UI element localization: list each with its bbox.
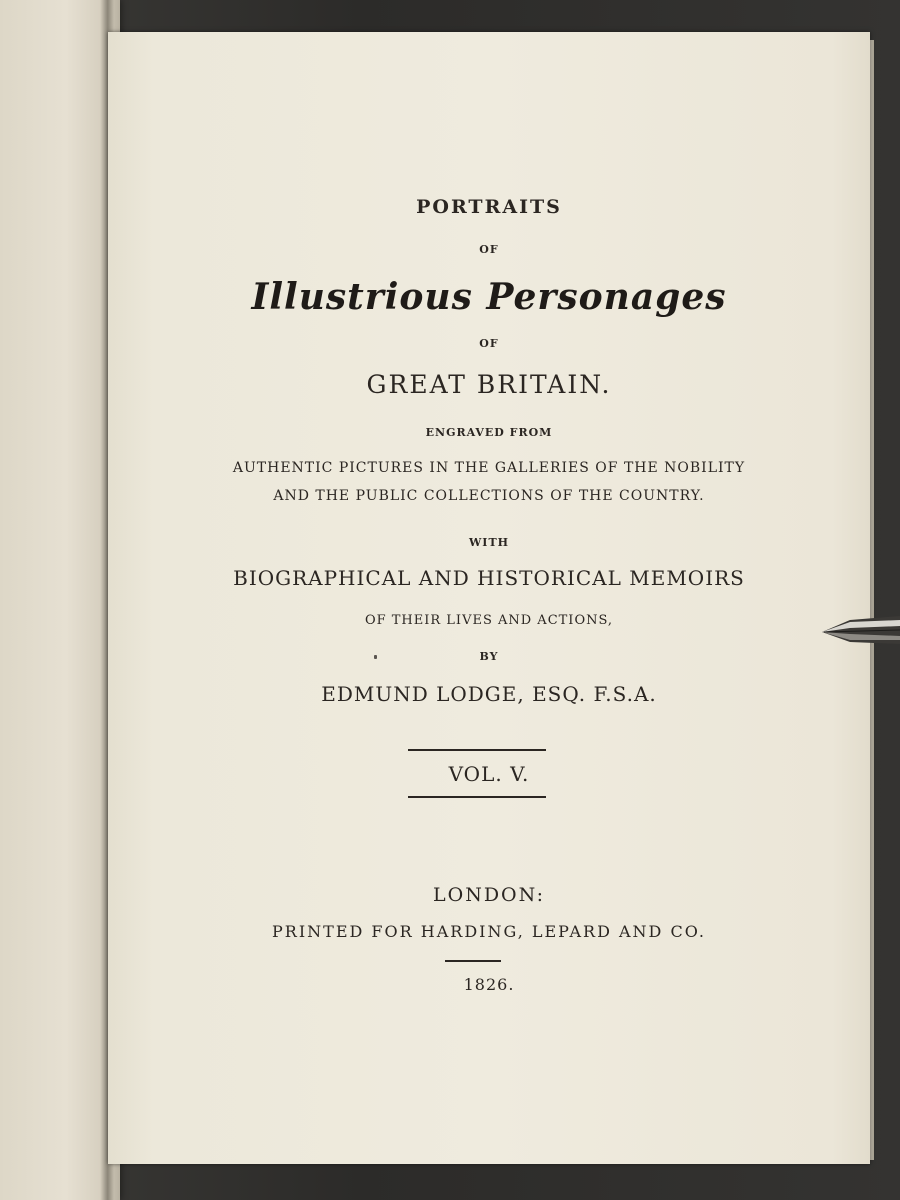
imprint-publisher: PRINTED FOR HARDING, LEPARD AND CO. bbox=[272, 922, 706, 941]
with-line: WITH bbox=[468, 536, 510, 549]
by-line: BY bbox=[479, 650, 499, 663]
title-illustrious-personages: Illustrious Personages bbox=[251, 276, 727, 318]
title-great-britain: GREAT BRITAIN. bbox=[366, 370, 612, 399]
paper-speck bbox=[374, 655, 377, 659]
pen-pointer-icon bbox=[820, 610, 900, 650]
authentic-pictures-line-1: AUTHENTIC PICTURES IN THE GALLERIES OF THE NOBILITY bbox=[232, 460, 746, 476]
engraved-from-line: ENGRAVED FROM bbox=[425, 426, 553, 439]
volume-rule-top bbox=[408, 749, 546, 751]
title-portraits: PORTRAITS bbox=[416, 196, 562, 218]
volume-rule-bottom bbox=[408, 796, 546, 798]
lives-and-actions-line: OF THEIR LIVES AND ACTIONS, bbox=[364, 613, 614, 628]
connector-of-1: OF bbox=[479, 243, 499, 256]
authentic-pictures-line-2: AND THE PUBLIC COLLECTIONS OF THE COUNTRY. bbox=[273, 488, 705, 504]
author-name: EDMUND LODGE, ESQ. F.S.A. bbox=[321, 682, 657, 706]
imprint-short-rule bbox=[445, 960, 501, 962]
connector-of-2: OF bbox=[479, 337, 499, 350]
volume-number: VOL. V. bbox=[448, 762, 530, 786]
biographical-memoirs-line: BIOGRAPHICAL AND HISTORICAL MEMOIRS bbox=[233, 566, 745, 590]
imprint-place: LONDON: bbox=[433, 884, 545, 906]
imprint-year: 1826. bbox=[463, 975, 515, 994]
